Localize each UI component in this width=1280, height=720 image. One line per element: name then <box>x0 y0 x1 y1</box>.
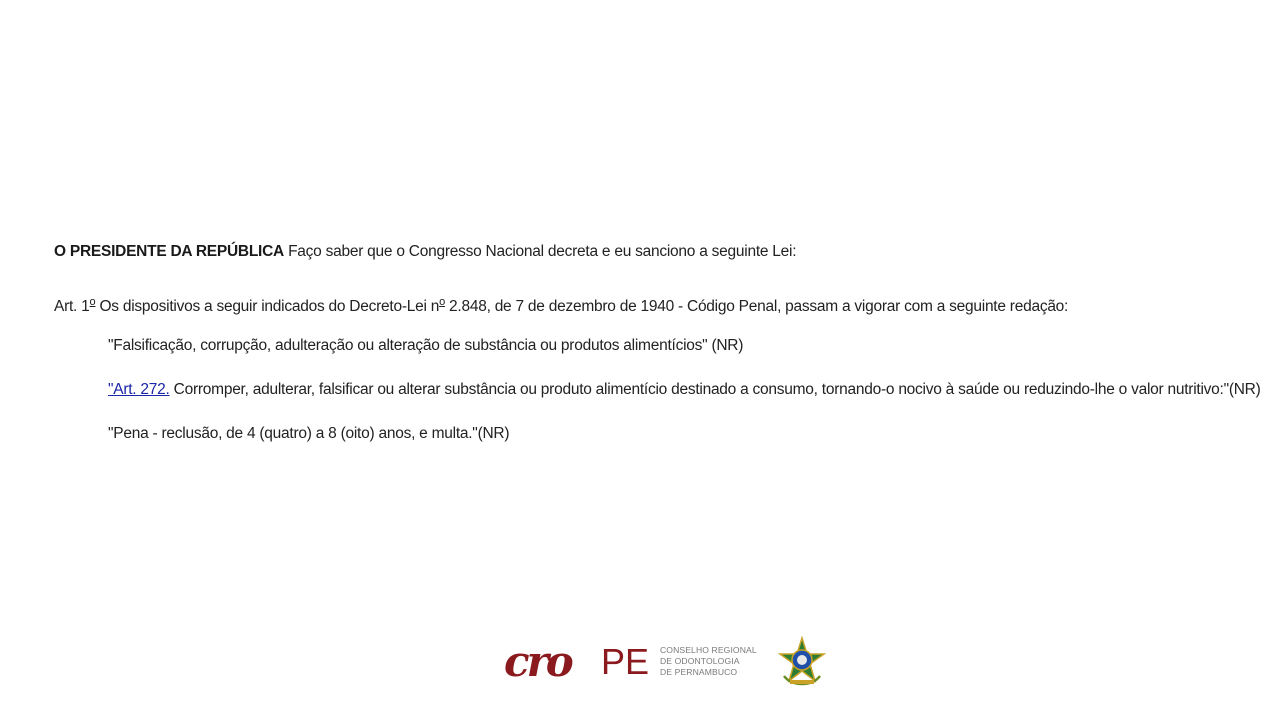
article-272-paragraph <box>108 379 1261 401</box>
org-line-1: CONSELHO REGIONAL <box>660 645 757 655</box>
cro-logo: cro <box>504 637 571 686</box>
article-1-text-b: 2.848, de 7 de dezembro de 1940 - Código Penal, passam a vigorar com a seguinte redação: <box>444 298 1069 315</box>
article-272-text: Corromper, adulterar, falsificar ou alterar substância ou produto alimentício destinado a consumo, tornando-o nocivo à saúde ou reduzindo-lhe o valor nutritivo:"(NR) <box>169 381 1261 398</box>
article-1-paragraph <box>54 291 1068 318</box>
org-line-3: DE PERNAMBUCO <box>660 667 738 677</box>
article-272-link[interactable]: "Art. 272. <box>108 381 170 398</box>
org-line-2: DE ODONTOLOGIA <box>660 656 740 666</box>
cro-pe-footer-logo <box>504 636 834 688</box>
quoted-heading: "Falsificação, corrupção, adulteração ou alteração de substância ou produtos alimentícios" (NR) <box>108 337 744 354</box>
intro-paragraph <box>54 241 796 263</box>
president-heading: O PRESIDENTE DA REPÚBLICA <box>54 243 285 260</box>
article-1-label: Art. 1 <box>54 298 90 315</box>
decree-number-ordinal: o <box>439 296 445 308</box>
state-label: PE <box>601 641 650 682</box>
article-1-text-a: Os dispositivos a seguir indicados do Decreto-Lei n <box>95 298 440 315</box>
intro-text: Faço saber que o Congresso Nacional decreta e eu sanciono a seguinte Lei: <box>284 243 797 260</box>
penalty-paragraph: "Pena - reclusão, de 4 (quatro) a 8 (oito) anos, e multa."(NR) <box>108 425 510 442</box>
article-1-ordinal: o <box>89 296 96 308</box>
brazil-coat-of-arms-icon <box>776 636 828 688</box>
organization-name <box>660 645 772 678</box>
